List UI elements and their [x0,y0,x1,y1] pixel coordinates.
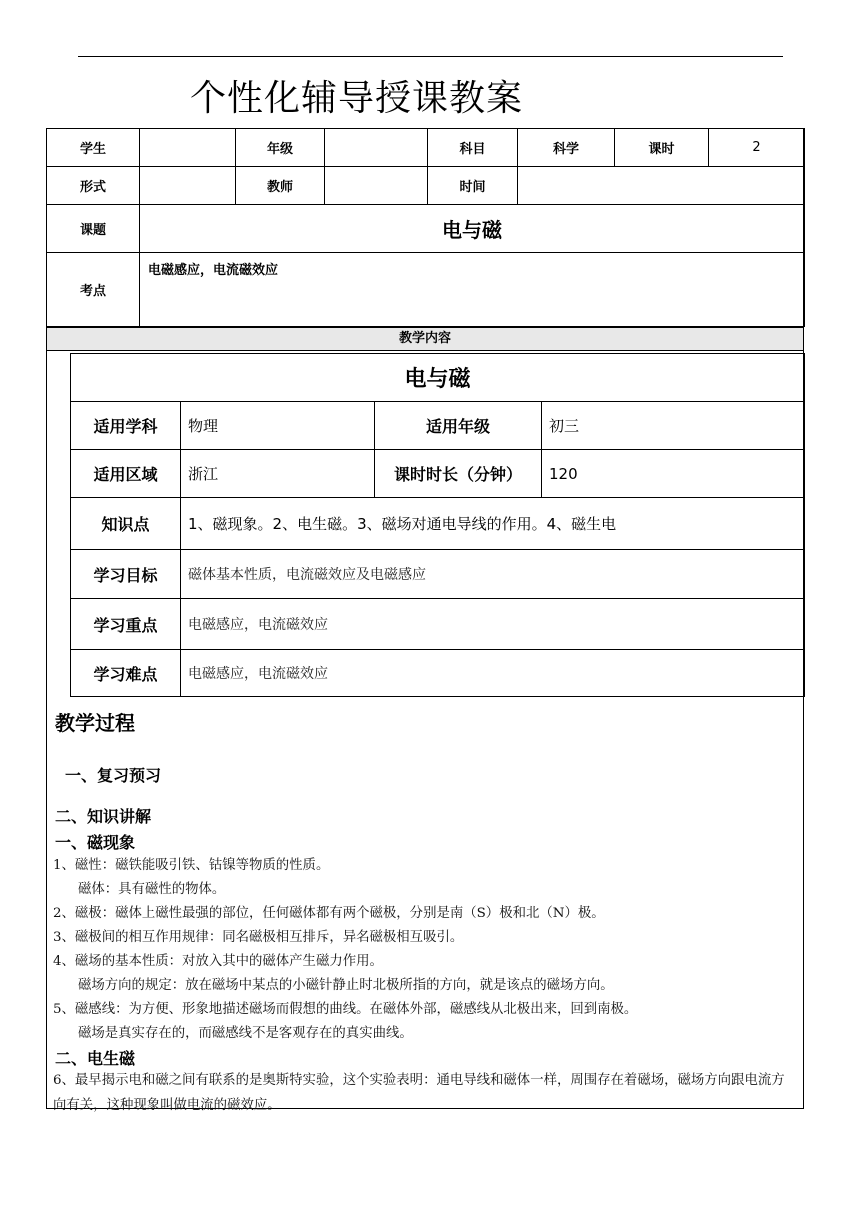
list-item: 磁场方向的规定：放在磁场中某点的小磁针静止时北极所指的方向，就是该点的磁场方向。 [78,978,614,993]
grade-label: 年级 [236,129,325,167]
learning-goal-label: 学习目标 [71,550,181,599]
region-label: 适用区域 [71,450,181,498]
time-label: 时间 [428,167,518,205]
form-value [140,167,236,205]
applicable-grade-label: 适用年级 [375,402,542,450]
header-rule [78,56,783,57]
list-item: 4、磁场的基本性质：对放入其中的磁体产生磁力作用。 [53,954,383,969]
exam-points-label: 考点 [47,253,140,327]
list-item: 2、磁极：磁体上磁性最强的部位，任何磁体都有两个磁极，分别是南（S）极和北（N）极。 [53,906,605,921]
duration-label: 课时时长（分钟） [375,450,542,498]
review-heading: 一、复习预习 [65,766,162,785]
teacher-label: 教师 [236,167,325,205]
magnetism-heading: 一、磁现象 [55,833,136,852]
list-item: 1、磁性：磁铁能吸引铁、钴镍等物质的性质。 [53,858,330,873]
topic-value: 电与磁 [140,205,805,253]
hours-label: 课时 [615,129,709,167]
difficulty-label: 学习难点 [71,650,181,697]
hours-value: 2 [709,129,805,167]
teaching-content-bar: 教学内容 [46,327,804,351]
teacher-value [325,167,428,205]
form-label: 形式 [47,167,140,205]
grade-value [325,129,428,167]
learning-goal-value: 磁体基本性质，电流磁效应及电磁感应 [181,550,805,599]
document-title: 个性化辅导授课教案 [190,78,524,119]
applicable-subject-label: 适用学科 [71,402,181,450]
exam-points-value: 电磁感应，电流磁效应 [140,253,805,327]
knowledge-points-label: 知识点 [71,498,181,550]
process-heading: 教学过程 [55,711,135,735]
time-value [518,167,805,205]
applicable-subject-value: 物理 [181,402,375,450]
region-value: 浙江 [181,450,375,498]
student-value [140,129,236,167]
list-item: 磁体：具有磁性的物体。 [78,882,226,897]
list-item: 磁场是真实存在的，而磁感线不是客观存在的真实曲线。 [78,1026,413,1041]
topic-label: 课题 [47,205,140,253]
subject-value: 科学 [518,129,615,167]
list-item: 6、最早揭示电和磁之间有联系的是奥斯特实验，这个实验表明：通电导线和磁体一样，周围存在着磁场，磁场方向跟电流方向有关，这种现象叫做电流的磁效应。 [53,1073,785,1113]
key-points-value: 电磁感应，电流磁效应 [181,599,805,650]
student-label: 学生 [47,129,140,167]
info-table [46,128,805,327]
lesson-plan-frame [46,128,804,1113]
lesson-info-table [70,353,805,697]
electromagnetism-heading: 二、电生磁 [55,1049,136,1068]
duration-value: 120 [542,450,805,498]
list-item: 5、磁感线：为方便、形象地描述磁场而假想的曲线。在磁体外部，磁感线从北极出来，回到南极。 [53,1002,638,1017]
list-item: 3、磁极间的相互作用规律：同名磁极相互排斥，异名磁极相互吸引。 [53,930,464,945]
subject-label: 科目 [428,129,518,167]
inner-title: 电与磁 [71,354,805,402]
knowledge-points-value: 1、磁现象。2、电生磁。3、磁场对通电导线的作用。4、磁生电 [181,498,805,550]
applicable-grade-value: 初三 [542,402,805,450]
lecture-heading: 二、知识讲解 [55,807,152,826]
difficulty-value: 电磁感应，电流磁效应 [181,650,805,697]
key-points-label: 学习重点 [71,599,181,650]
